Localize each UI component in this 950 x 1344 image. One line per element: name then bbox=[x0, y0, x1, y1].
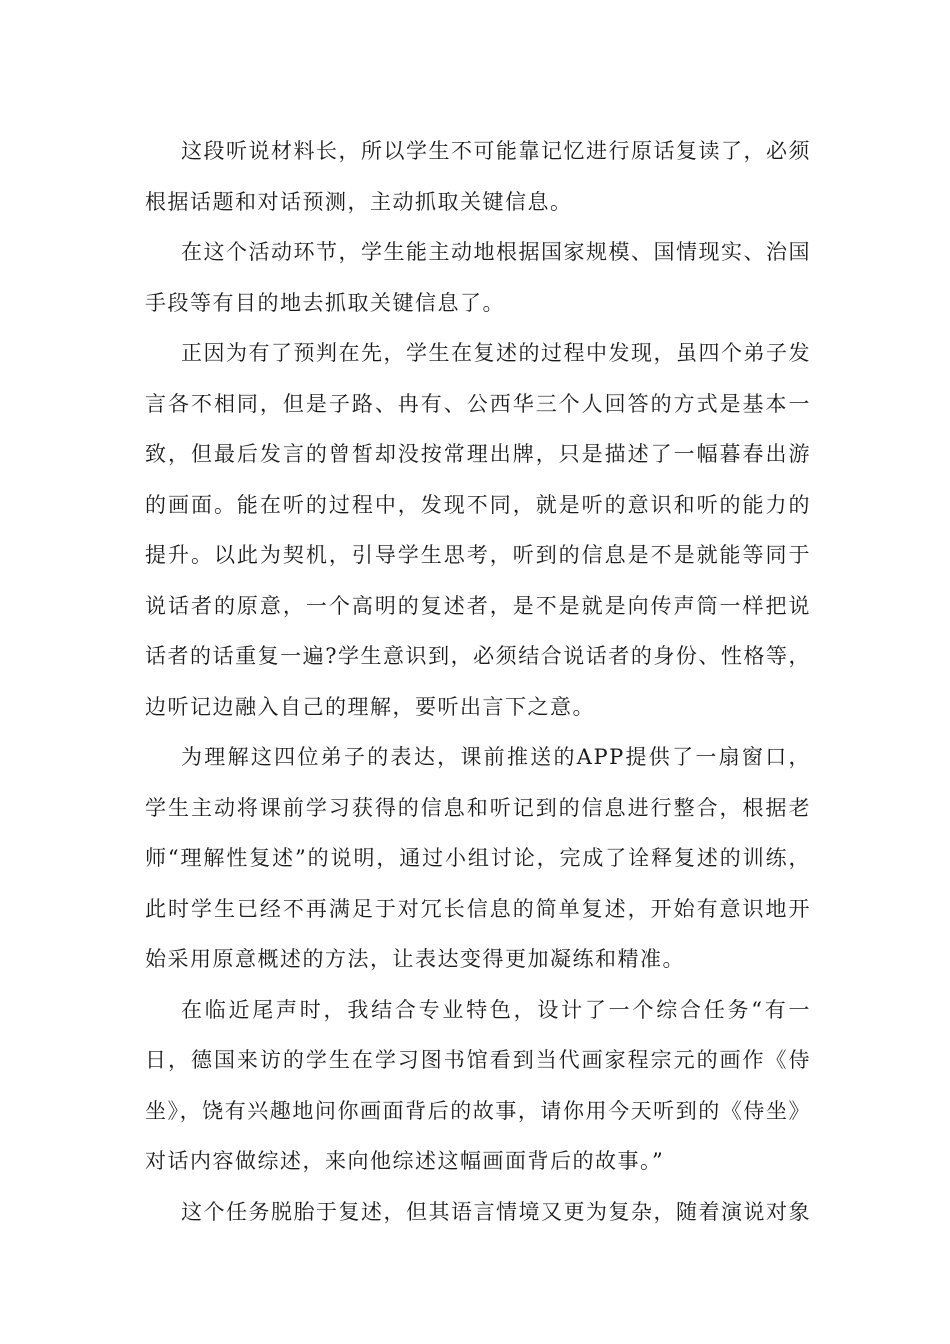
paragraph: 在这个活动环节，学生能主动地根据国家规模、国情现实、治国手段等有目的地去抓取关键信息了。 bbox=[145, 240, 811, 315]
paragraph: 为理解这四位弟子的表达，课前推送的APP提供了一扇窗口，学生主动将课前学习获得的信息和听记到的信息进行整合，根据老师“理解性复述”的说明，通过小组讨论，完成了诠释复述的训练，此时学生已经不再满足于对冗长信息的简单复述，开始有意识地开始采用原意概述的方法，让表达变得更加凝练和精准。 bbox=[145, 745, 811, 971]
paragraph: 在临近尾声时，我结合专业特色，设计了一个综合任务“有一日，德国来访的学生在学习图书馆看到当代画家程宗元的画作《侍坐》，饶有兴趣地问你画面背后的故事，请你用今天听到的《侍坐》对话内容做综述，来向他综述这幅画面背后的故事。” bbox=[145, 997, 811, 1173]
body-text bbox=[145, 126, 811, 1237]
paragraph: 正因为有了预判在先，学生在复述的过程中发现，虽四个弟子发言各不相同，但是子路、冉有、公西华三个人回答的方式是基本一致，但最后发言的曾皙却没按常理出牌，只是描述了一幅暮春出游的画面。能在听的过程中，发现不同，就是听的意识和听的能力的提升。以此为契机，引导学生思考，听到的信息是不是就能等同于说话者的原意，一个高明的复述者，是不是就是向传声筒一样把说话者的话重复一遍?学生意识到，必须结合说话者的身份、性格等，边听记边融入自己的理解，要听出言下之意。 bbox=[145, 341, 811, 719]
paragraph: 这个任务脱胎于复述，但其语言情境又更为复杂，随着演说对象 bbox=[181, 1199, 811, 1224]
paragraph: 这段听说材料长，所以学生不可能靠记忆进行原话复读了，必须根据话题和对话预测，主动抓取关键信息。 bbox=[145, 139, 811, 214]
